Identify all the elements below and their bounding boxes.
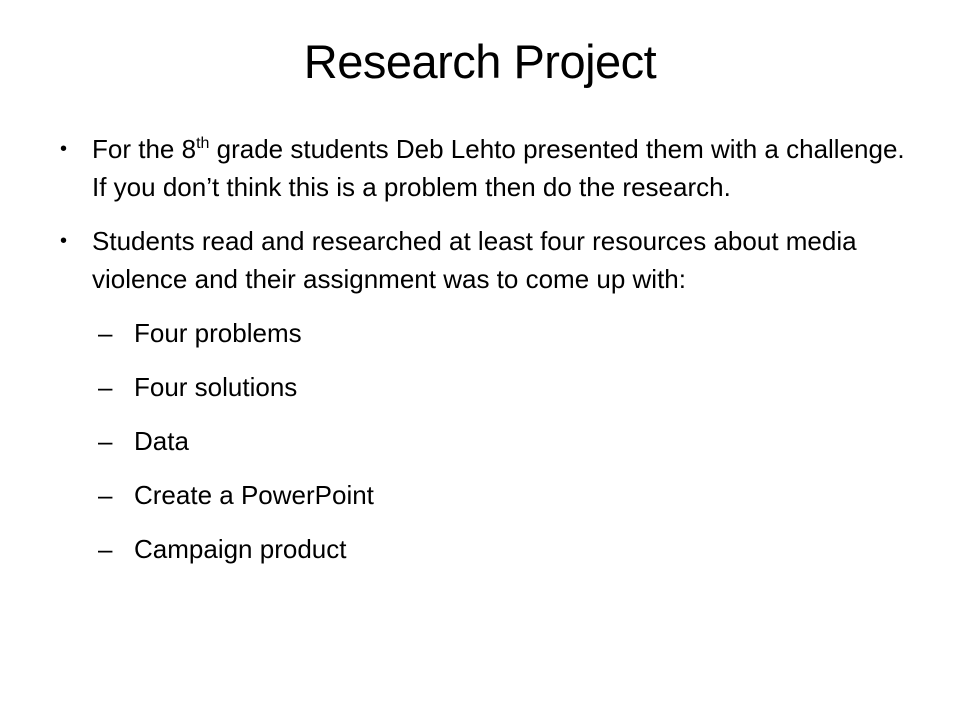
slide-body xyxy=(58,130,908,584)
sub-bullet-item xyxy=(58,422,908,460)
bullet-1-superscript: th xyxy=(196,135,210,152)
dash-icon: – xyxy=(98,426,113,456)
dash-icon: – xyxy=(98,318,113,348)
bullet-1-text-end: grade students Deb Lehto presented them with a challenge. If you don’t think this is a problem then do the research. xyxy=(92,134,905,202)
dash-icon: – xyxy=(98,480,113,510)
sub-bullet-item xyxy=(58,314,908,352)
bullet-2-text: Students read and researched at least four resources about media violence and their assignment was to come up with: xyxy=(92,226,857,294)
bullet-item-2 xyxy=(58,222,908,298)
sub-bullet-label: Create a PowerPoint xyxy=(134,480,374,510)
bullet-dot-icon: • xyxy=(60,138,68,160)
sub-bullet-label: Data xyxy=(134,426,189,456)
sub-bullet-label: Four problems xyxy=(134,318,302,348)
bullet-item-1 xyxy=(58,130,908,206)
sub-bullet-label: Four solutions xyxy=(134,372,298,402)
dash-icon: – xyxy=(98,534,113,564)
sub-bullet-item xyxy=(58,476,908,514)
bullet-dot-icon: • xyxy=(60,230,68,252)
sub-bullet-item xyxy=(58,530,908,568)
bullet-1-text-start: For the 8 xyxy=(92,134,197,164)
sub-bullet-item xyxy=(58,368,908,406)
sub-bullet-list xyxy=(58,314,908,568)
dash-icon: – xyxy=(98,372,113,402)
slide-title: Research Project xyxy=(303,35,657,88)
sub-bullet-label: Campaign product xyxy=(134,534,347,564)
